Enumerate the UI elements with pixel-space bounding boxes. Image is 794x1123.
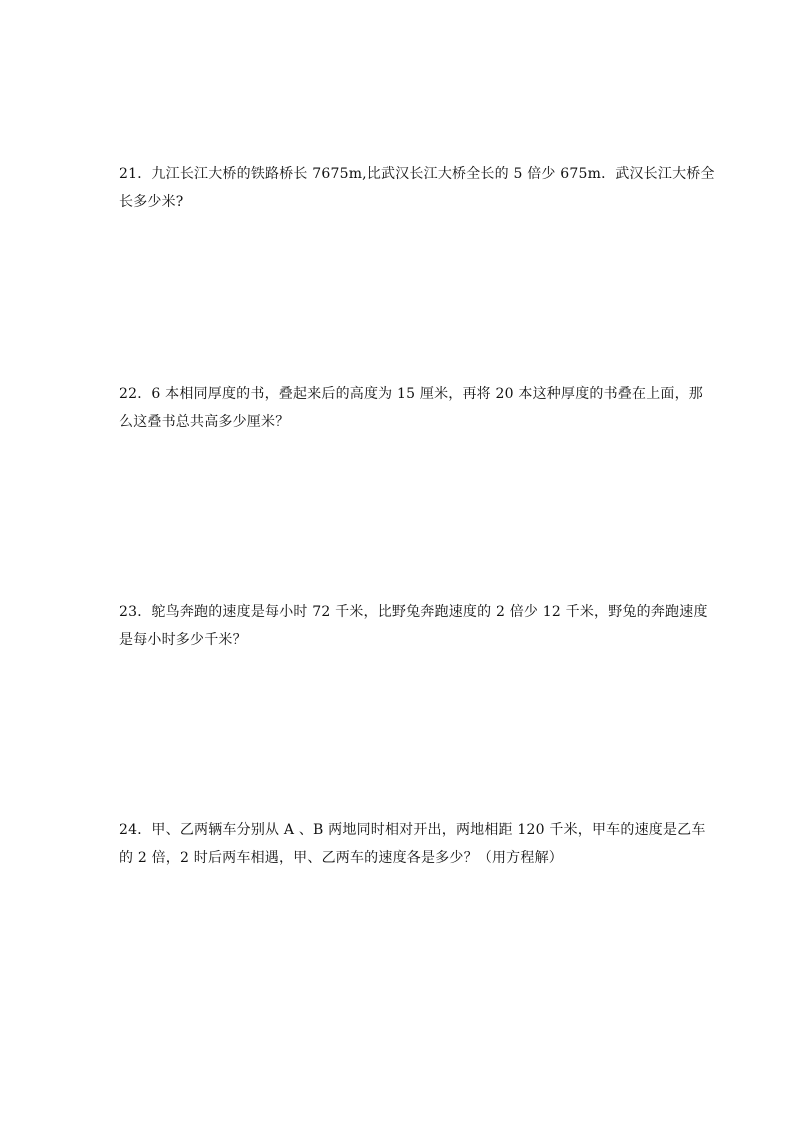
problem-22-line-1: 22．6 本相同厚度的书，叠起来后的高度为 15 厘米，再将 20 本这种厚度的书叠在上面，那 bbox=[119, 386, 703, 402]
problem-21-line-2: 长多少米? bbox=[119, 194, 184, 210]
problem-22-line-2: 么这叠书总共高多少厘米？ bbox=[119, 414, 290, 430]
problem-24 bbox=[119, 816, 706, 872]
problem-24-line-2: 的 2 倍，2 时后两车相遇，甲、乙两车的速度各是多少？（用方程解） bbox=[119, 850, 563, 866]
problem-23 bbox=[119, 598, 708, 654]
problem-23-line-2: 是每小时多少千米？ bbox=[119, 632, 247, 648]
problem-22 bbox=[119, 380, 703, 436]
problem-24-line-1: 24．甲、乙两辆车分别从 A 、B 两地同时相对开出，两地相距 120 千米，甲车的速度是乙车 bbox=[119, 822, 706, 838]
problem-21-line-1: 21．九江长江大桥的铁路桥长 7675m,比武汉长江大桥全长的 5 倍少 675m．武汉长江大桥全 bbox=[119, 166, 715, 182]
problem-23-line-1: 23．鸵鸟奔跑的速度是每小时 72 千米，比野兔奔跑速度的 2 倍少 12 千米，野兔的奔跑速度 bbox=[119, 604, 708, 620]
problem-21 bbox=[119, 160, 715, 216]
